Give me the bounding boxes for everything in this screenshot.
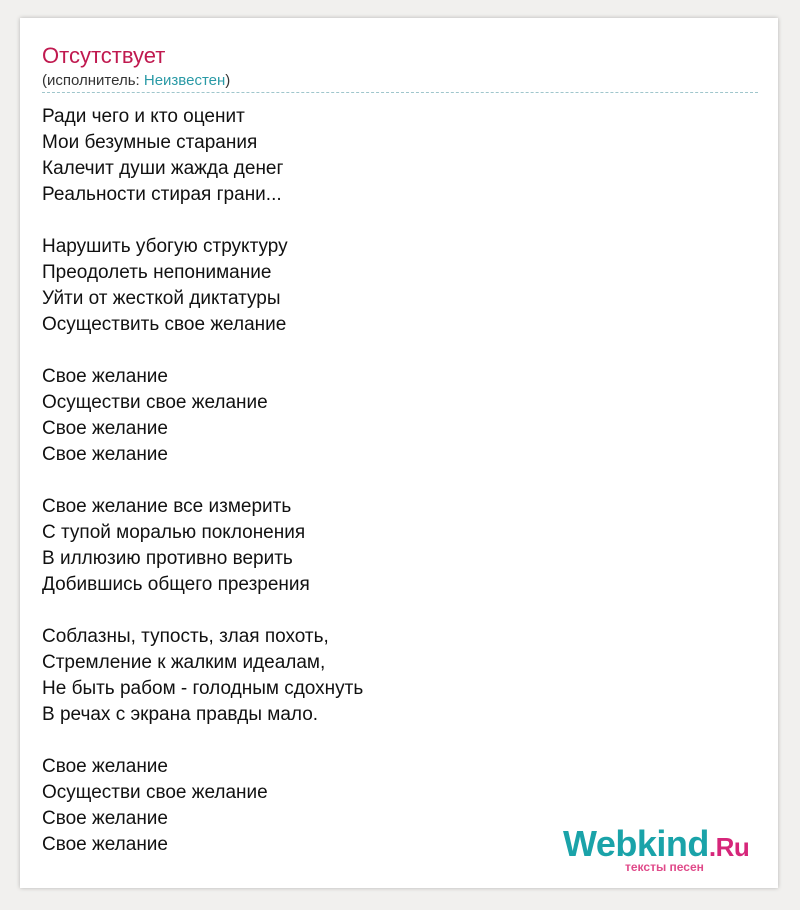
lyric-line: Свое желание bbox=[42, 834, 168, 855]
lyric-line: С тупой моралью поклонения bbox=[42, 522, 306, 543]
lyric-line: Свое желание bbox=[42, 808, 168, 829]
lyric-line: Добившись общего презрения bbox=[42, 574, 310, 595]
lyric-line: Стремление к жалким идеалам, bbox=[42, 652, 326, 673]
song-title: Отсутствует bbox=[42, 43, 166, 68]
artist-suffix: ) bbox=[225, 72, 231, 89]
lyric-line: Реальности стирая грани... bbox=[42, 184, 282, 205]
stanza-5 bbox=[42, 624, 742, 728]
lyric-line: Мои безумные старания bbox=[42, 132, 258, 153]
lyric-line: Уйти от жесткой диктатуры bbox=[42, 288, 281, 309]
lyric-line: Свое желание bbox=[42, 756, 168, 777]
brand-tagline: тексты песен bbox=[625, 860, 704, 874]
dashed-divider bbox=[42, 92, 758, 93]
lyric-line: Свое желание bbox=[42, 418, 168, 439]
artist-prefix: (исполнитель: bbox=[42, 72, 144, 89]
lyric-line: Свое желание bbox=[42, 444, 168, 465]
lyric-line: Свое желание все измерить bbox=[42, 496, 292, 517]
lyric-line: Преодолеть непонимание bbox=[42, 262, 272, 283]
stanza-4 bbox=[42, 494, 742, 598]
lyric-line: Осуществи свое желание bbox=[42, 392, 268, 413]
lyric-line: В иллюзию противно верить bbox=[42, 548, 293, 569]
lyric-line: Соблазны, тупость, злая похоть, bbox=[42, 626, 329, 647]
stanza-3 bbox=[42, 364, 742, 468]
lyric-line: Не быть рабом - голодным сдохнуть bbox=[42, 678, 364, 699]
artist-line bbox=[42, 72, 230, 90]
lyrics-body bbox=[42, 104, 742, 884]
site-watermark-logo bbox=[563, 824, 763, 878]
lyric-line: Ради чего и кто оценит bbox=[42, 106, 245, 127]
lyric-line: Осуществи свое желание bbox=[42, 782, 268, 803]
lyric-line: Осуществить свое желание bbox=[42, 314, 287, 335]
lyric-line: Калечит души жажда денег bbox=[42, 158, 284, 179]
artist-link[interactable]: Неизвестен bbox=[143, 72, 226, 89]
lyric-line: В речах с экрана правды мало. bbox=[42, 704, 319, 725]
brand-tld: .Ru bbox=[708, 832, 750, 862]
lyrics-card bbox=[20, 18, 778, 888]
stanza-1 bbox=[42, 104, 742, 208]
brand-word: Webkind bbox=[563, 823, 709, 864]
lyric-line: Свое желание bbox=[42, 366, 168, 387]
stanza-2 bbox=[42, 234, 742, 338]
lyric-line: Нарушить убогую структуру bbox=[42, 236, 288, 257]
